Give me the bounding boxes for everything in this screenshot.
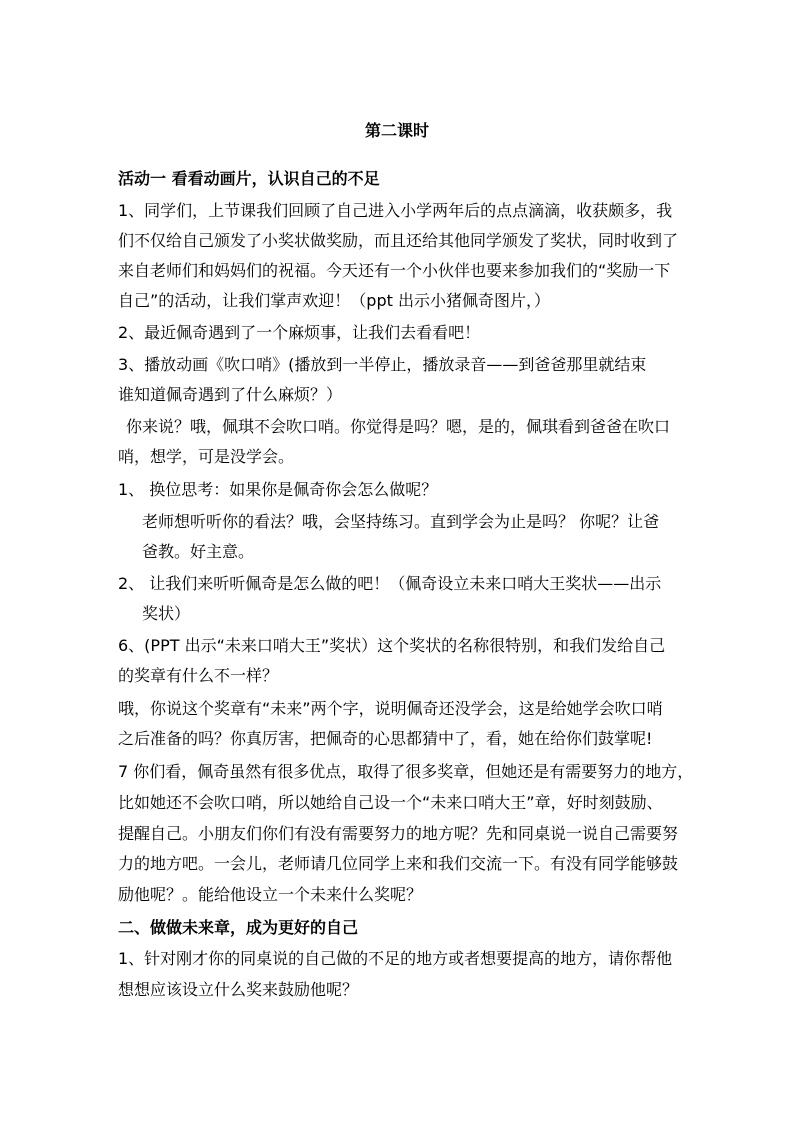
paragraph-line: 比如她还不会吹口哨，所以她给自己设一个“未来口哨大王”章，好时刻鼓励、: [118, 793, 663, 812]
page-title: 第二课时: [364, 121, 429, 140]
paragraph-line: 2、最近佩奇遇到了一个麻烦事，让我们去看看吧！: [118, 323, 481, 342]
heading-section-two: 二、做做未来章，成为更好的自己: [118, 918, 359, 937]
paragraph-line: 6、(PPT 出示“未来口哨大王”奖状）这个奖状的名称很特别，和我们发给自己: [118, 636, 666, 655]
paragraph-line: 励他呢？。能给他设立一个未来什么奖呢？: [118, 885, 423, 904]
paragraph-line: 1、 换位思考：如果你是佩奇你会怎么做呢？: [118, 480, 438, 499]
paragraph-line: 之后准备的吗？你真厉害，把佩奇的心思都猜中了，看，她在给你们鼓掌呢!: [118, 729, 653, 748]
paragraph-line: 3、播放动画《吹口哨》(播放到一半停止，播放录音——到爸爸那里就结束: [118, 355, 647, 374]
paragraph-line: 1、同学们，上节课我们回顾了自己进入小学两年后的点点滴滴，收获颇多，我: [118, 201, 673, 220]
heading-activity-one: 活动一 看看动画片，认识自己的不足: [118, 169, 380, 188]
paragraph-line: 自己”的活动，让我们掌声欢迎！（ppt 出示小猪佩奇图片，）: [118, 291, 550, 310]
paragraph-line: 的奖章有什么不一样？: [118, 666, 279, 685]
paragraph-line: 来自老师们和妈妈们的祝福。今天还有一个小伙伴也要来参加我们的“奖励一下: [118, 261, 671, 280]
paragraph-line: 哦，你说这个奖章有“未来”两个字，说明佩奇还没学会，这是给她学会吹口哨: [118, 699, 663, 718]
paragraph-line: 爸教。好主意。: [142, 542, 255, 561]
paragraph-line: 哨，想学，可是没学会。: [118, 447, 295, 466]
paragraph-line: 老师想听听你的看法？哦，会坚持练习。直到学会为止是吗？ 你呢？让爸: [142, 512, 660, 531]
paragraph-line: 谁知道佩奇遇到了什么麻烦？）: [118, 385, 343, 404]
paragraph-line: 想想应该设立什么奖来鼓励他呢？: [118, 980, 359, 999]
paragraph-line: 奖状）: [142, 604, 191, 623]
paragraph-line: 们不仅给自己颁发了小奖状做奖励，而且还给其他同学颁发了奖状，同时收到了: [118, 231, 679, 250]
paragraph-line: 提醒自己。小朋友们你们有没有需要努力的地方呢？先和同桌说一说自己需要努: [118, 824, 679, 843]
paragraph-line: 2、 让我们来听听佩奇是怎么做的吧！（佩奇设立未来口哨大王奖状——出示: [118, 574, 662, 593]
paragraph-line: 7 你们看，佩奇虽然有很多优点，取得了很多奖章，但她还是有需要努力的地方，: [118, 762, 694, 781]
paragraph-line: 1、针对刚才你的同桌说的自己做的不足的地方或者想要提高的地方，请你帮他: [118, 949, 673, 968]
paragraph-line: 你来说？哦，佩琪不会吹口哨。你觉得是吗？嗯，是的，佩琪看到爸爸在吹口: [126, 417, 671, 436]
paragraph-line: 力的地方吧。一会儿，老师请几位同学上来和我们交流一下。有没有同学能够鼓: [118, 854, 679, 873]
